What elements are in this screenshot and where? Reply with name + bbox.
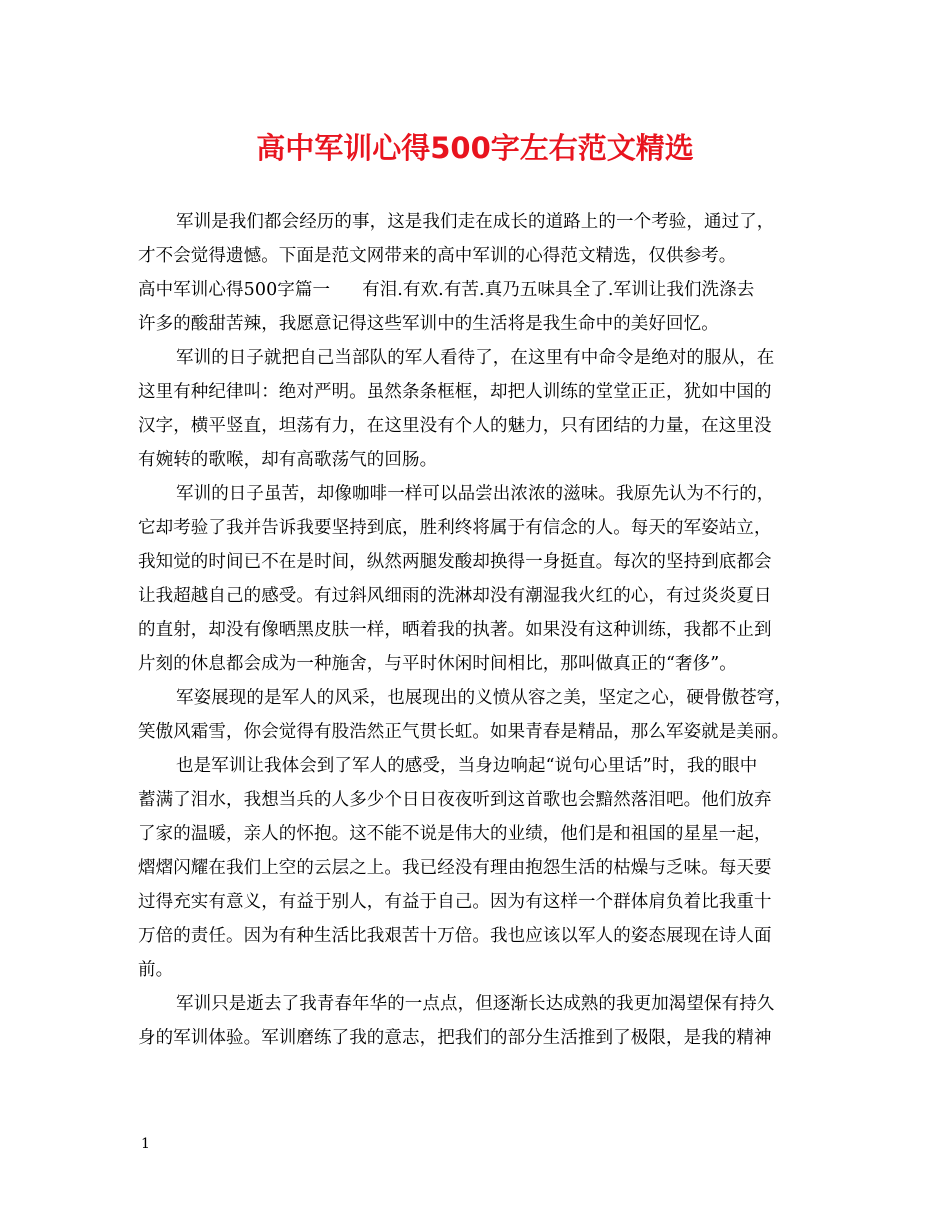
text-line: 有婉转的歌喉，却有高歌荡气的回肠。 (138, 450, 438, 470)
section-heading: 高中军训心得500字篇一 (138, 280, 331, 300)
text-line: 这里有种纪律叫：绝对严明。虽然条条框框，却把人训练的堂堂正正，犹如中国的 (138, 382, 772, 402)
text-line: 的直射，却没有像晒黑皮肤一样，晒着我的执著。如果没有这种训练，我都不止到 (138, 620, 772, 640)
text-line: 蓄满了泪水，我想当兵的人多少个日日夜夜听到这首歌也会黯然落泪吧。他们放弃 (138, 790, 772, 810)
text-line: 熠熠闪耀在我们上空的云层之上。我已经没有理由抱怨生活的枯燥与乏味。每天要 (138, 858, 772, 878)
page-number: 1 (141, 1136, 150, 1152)
text-line: 军姿展现的是军人的风采，也展现出的义愤从容之美，坚定之心，硬骨傲苍穹， (176, 688, 792, 708)
text-line: 身的军训体验。军训磨练了我的意志，把我们的部分生活推到了极限，是我的精神 (138, 1028, 772, 1048)
text-line: 军训的日子虽苦，却像咖啡一样可以品尝出浓浓的滋味。我原先认为不行的， (176, 484, 775, 504)
section-first-sentence: 有泪.有欢.有苦.真乃五味具全了.军训让我们洗涤去 (362, 280, 755, 300)
text-line: 我知觉的时间已不在是时间，纵然两腿发酸却换得一身挺直。每次的坚持到底都会 (138, 552, 772, 572)
text-line: 军训是我们都会经历的事，这是我们走在成长的道路上的一个考验，通过了， (176, 212, 775, 232)
text-line: 也是军训让我体会到了军人的感受，当身边响起“说句心里话”时，我的眼中 (176, 756, 758, 776)
document-title: 高中军训心得500字左右范文精选 (256, 131, 694, 165)
text-line: 军训的日子就把自己当部队的军人看待了，在这里有中命令是绝对的服从，在 (176, 348, 775, 368)
text-line-heading (138, 273, 818, 307)
text-line: 让我超越自己的感受。有过斜风细雨的洗淋却没有潮湿我火红的心，有过炎炎夏日 (138, 586, 772, 606)
text-line: 前。 (138, 960, 174, 980)
document-body (138, 205, 818, 1055)
text-line: 片刻的休息都会成为一种施舍，与平时休闲时间相比，那叫做真正的“奢侈”。 (138, 654, 737, 674)
text-line: 过得充实有意义，有益于别人，有益于自己。因为有这样一个群体肩负着比我重十 (138, 892, 772, 912)
text-line: 它却考验了我并告诉我要坚持到底，胜利终将属于有信念的人。每天的军姿站立， (138, 518, 772, 538)
text-line: 军训只是逝去了我青春年华的一点点，但逐渐长达成熟的我更加渴望保有持久 (176, 994, 775, 1014)
text-line: 才不会觉得遗憾。下面是范文网带来的高中军训的心得范文精选，仅供参考。 (138, 246, 737, 266)
text-line: 许多的酸甜苦辣，我愿意记得这些军训中的生活将是我生命中的美好回忆。 (138, 314, 719, 334)
text-line: 了家的温暖，亲人的怀抱。这不能不说是伟大的业绩，他们是和祖国的星星一起， (138, 824, 772, 844)
text-line: 笑傲风霜雪，你会觉得有股浩然正气贯长虹。如果青春是精品，那么军姿就是美丽。 (138, 722, 790, 742)
text-line: 万倍的责任。因为有种生活比我艰苦十万倍。我也应该以军人的姿态展现在诗人面 (138, 926, 772, 946)
text-line: 汉字，横平竖直，坦荡有力，在这里没有个人的魅力，只有团结的力量，在这里没 (138, 416, 772, 436)
